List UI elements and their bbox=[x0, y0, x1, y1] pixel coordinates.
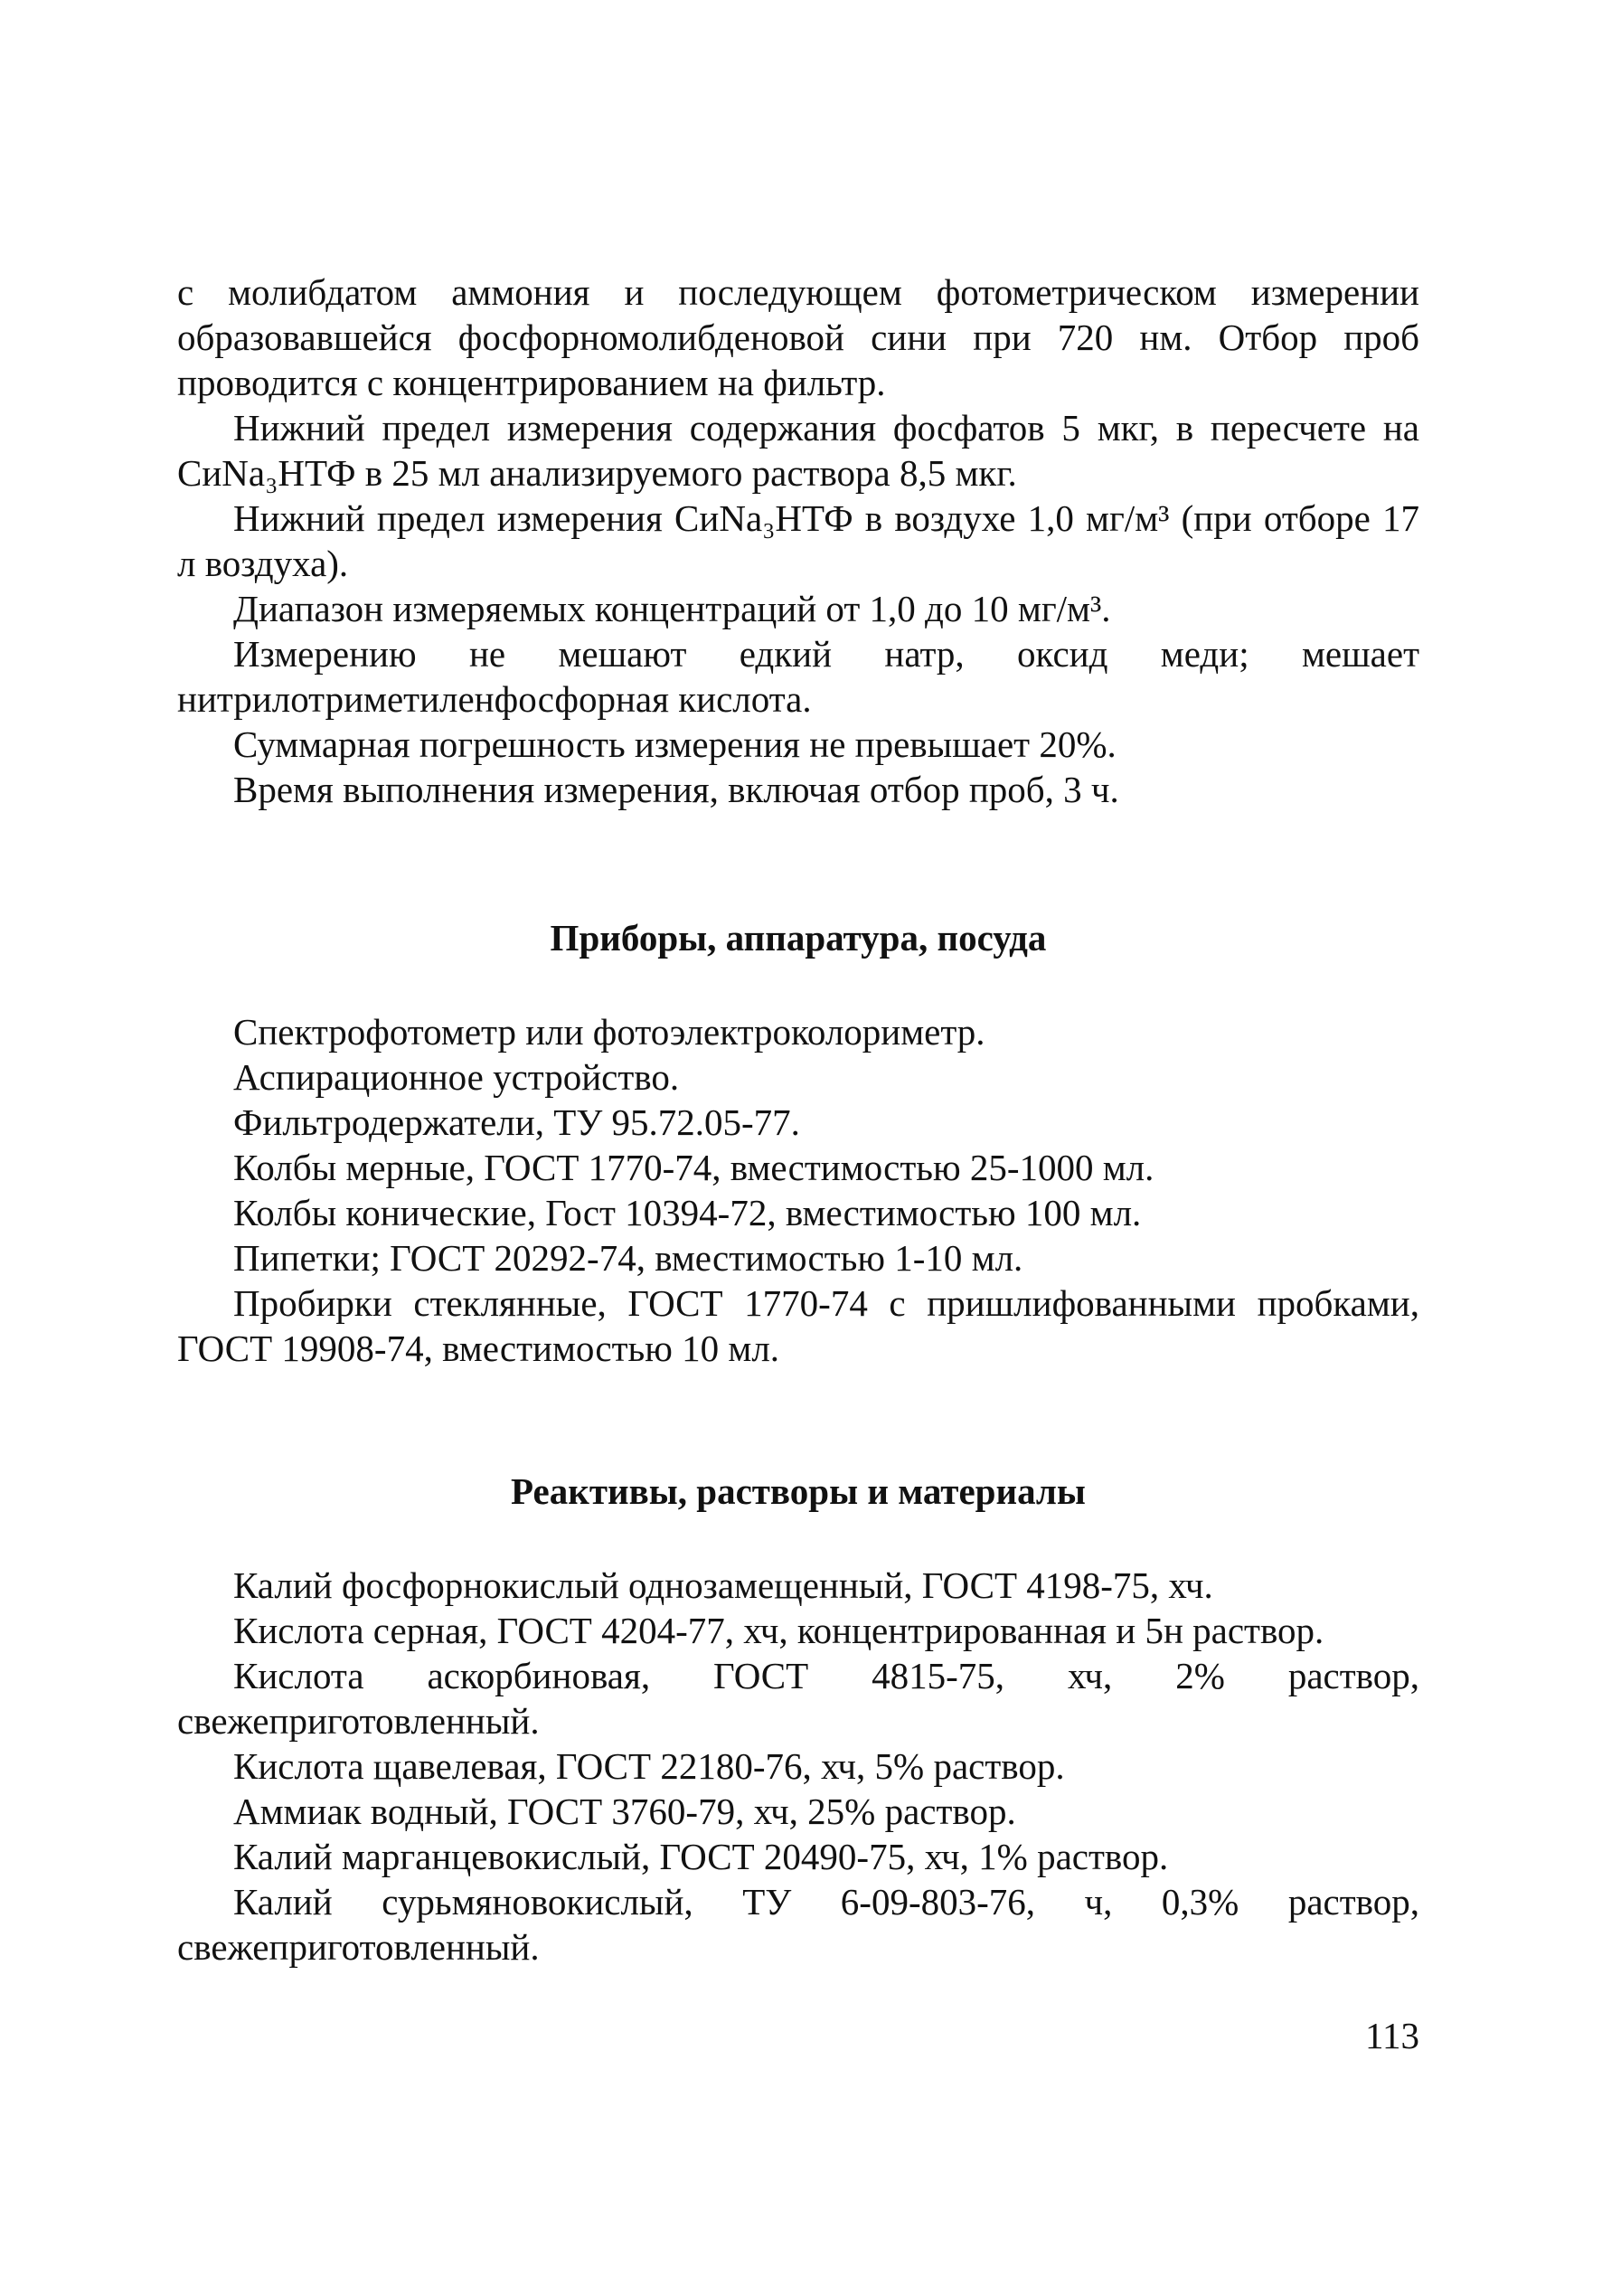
paragraph-concentration-range: Диапазон измеряемых концентраций от 1,0 до 10 мг/м³. bbox=[233, 588, 1111, 629]
page-number: 113 bbox=[1365, 2015, 1419, 2056]
paragraph-interferences: Измерению не мешают едкий натр, оксид меди; мешает нитрилотриметиленфосфорная кислота. bbox=[177, 633, 1419, 720]
paragraph-lower-limit-air: Нижний предел измерения СиNa₃НТФ в воздухе 1,0 мг/м³ (при отборе 17 л воздуха). bbox=[177, 497, 1419, 584]
reagent-item: Калий сурьмяновокислый, ТУ 6-09-803-76, ч, 0,3% раствор, свежеприготовленный. bbox=[177, 1881, 1419, 1968]
reagent-item: Калий фосфорнокислый однозамещенный, ГОСТ 4198-75, хч. bbox=[233, 1564, 1213, 1606]
reagent-item: Кислота серная, ГОСТ 4204-77, хч, концентрированная и 5н раствор. bbox=[233, 1610, 1324, 1651]
paragraph-lower-limit-phosphates: Нижний предел измерения содержания фосфатов 5 мкг, в пересчете на СиNa₃НТФ в 25 мл анализируемого раствора 8,5 мкг. bbox=[177, 407, 1419, 494]
instrument-item: Фильтродержатели, ТУ 95.72.05-77. bbox=[233, 1101, 800, 1143]
reagent-item: Аммиак водный, ГОСТ 3760-79, хч, 25% раствор. bbox=[233, 1791, 1016, 1832]
reagent-item: Кислота щавелевая, ГОСТ 22180-76, хч, 5% раствор. bbox=[233, 1745, 1065, 1787]
paragraph-method-continuation: с молибдатом аммония и последующем фотометрическом измерении образовавшейся фосфорномолибденовой сини при 720 нм. Отбор проб проводится с концентрированием на фильтр. bbox=[177, 271, 1419, 403]
paragraph-total-error: Суммарная погрешность измерения не превышает 20%. bbox=[233, 723, 1117, 765]
reagent-item: Кислота аскорбиновая, ГОСТ 4815-75, хч, 2% раствор, свежеприготовленный. bbox=[177, 1655, 1419, 1742]
section-heading-instruments: Приборы, аппаратура, посуда bbox=[550, 917, 1047, 959]
paragraph-measurement-time: Время выполнения измерения, включая отбор проб, 3 ч. bbox=[233, 769, 1119, 810]
instrument-item: Аспирационное устройство. bbox=[233, 1056, 680, 1098]
section-heading-reagents: Реактивы, растворы и материалы bbox=[511, 1470, 1086, 1512]
instrument-item: Колбы мерные, ГОСТ 1770-74, вместимостью 25-1000 мл. bbox=[233, 1147, 1154, 1188]
instrument-item: Колбы конические, Гост 10394-72, вместимостью 100 мл. bbox=[233, 1192, 1142, 1233]
page-content bbox=[177, 269, 1419, 1970]
instrument-item: Пробирки стеклянные, ГОСТ 1770-74 с пришлифованными пробками, ГОСТ 19908-74, вместимостью 10 мл. bbox=[177, 1282, 1419, 1369]
reagent-item: Калий марганцевокислый, ГОСТ 20490-75, хч, 1% раствор. bbox=[233, 1836, 1169, 1877]
instrument-item: Спектрофотометр или фотоэлектроколориметр. bbox=[233, 1011, 985, 1053]
instrument-item: Пипетки; ГОСТ 20292-74, вместимостью 1-10 мл. bbox=[233, 1237, 1023, 1279]
